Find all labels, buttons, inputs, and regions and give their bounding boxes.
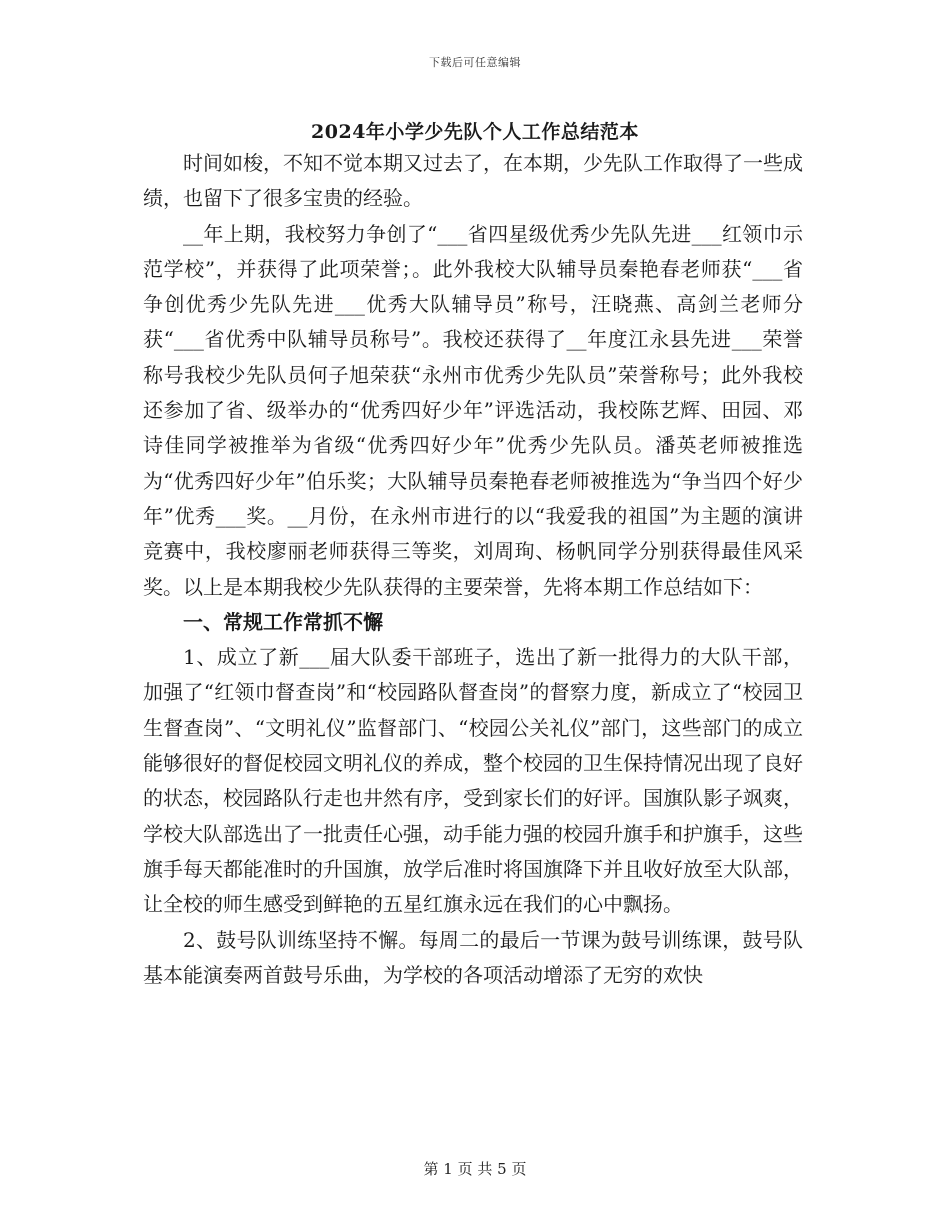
header-note: 下载后可任意编辑 — [429, 56, 521, 69]
body-paragraph-2: 2、鼓号队训练坚持不懈。每周二的最后一节课为鼓号训练课，鼓号队基本能演奏两首鼓号乐曲，为学校的各项活动增添了无穷的欢快 — [143, 927, 803, 987]
document-body — [143, 146, 803, 993]
page-number: 第 1 页 共 5 页 — [423, 1160, 527, 1178]
honors-paragraph: __年上期，我校努力争创了“___省四星级优秀少先队先进___红领巾示范学校”，并获得了此项荣誉；。此外我校大队辅导员秦艳春老师获“___省争创优秀少先队先进___优秀大队辅导员”称号，汪晓燕、高剑兰老师分获“___省优秀中队辅导员称号”。我校还获得了__年度江永县先进___荣誉称号我校少先队员何子旭荣获“永州市优秀少先队员”荣誉称号；此外我校还参加了省、级举办的“优秀四好少年”评选活动，我校陈艺辉、田园、邓诗佳同学被推举为省级“优秀四好少年”优秀少先队员。潘英老师被推选为“优秀四好少年”伯乐奖；大队辅导员秦艳春老师被推选为“争当四个好少年”优秀___奖。__月份，在永州市进行的以“我爱我的祖国”为主题的演讲竞赛中，我校廖丽老师获得三等奖，刘周珣、杨帆同学分别获得最佳风采奖。以上是本期我校少先队获得的主要荣誉，先将本期工作总结如下： — [143, 221, 803, 599]
section-heading: 一、常规工作常抓不懈 — [183, 609, 383, 634]
document-title: 2024年小学少先队个人工作总结范本 — [311, 121, 639, 143]
intro-paragraph: 时间如梭，不知不觉本期又过去了，在本期，少先队工作取得了一些成绩，也留下了很多宝贵的经验。 — [143, 151, 803, 211]
body-paragraph-1: 1、成立了新___届大队委干部班子，选出了新一批得力的大队干部，加强了“红领巾督查岗”和“校园路队督查岗”的督察力度，新成立了“校园卫生督查岗”、“文明礼仪”监督部门、“校园公关礼仪”部门，这些部门的成立能够很好的督促校园文明礼仪的养成，整个校园的卫生保持情况出现了良好的状态，校园路队行走也井然有序，受到家长们的好评。国旗队影子飒爽，学校大队部选出了一批责任心强，动手能力强的校园升旗手和护旗手，这些旗手每天都能准时的升国旗，放学后准时将国旗降下并且收好放至大队部，让全校的师生感受到鲜艳的五星红旗永远在我们的心中飘扬。 — [143, 645, 803, 917]
